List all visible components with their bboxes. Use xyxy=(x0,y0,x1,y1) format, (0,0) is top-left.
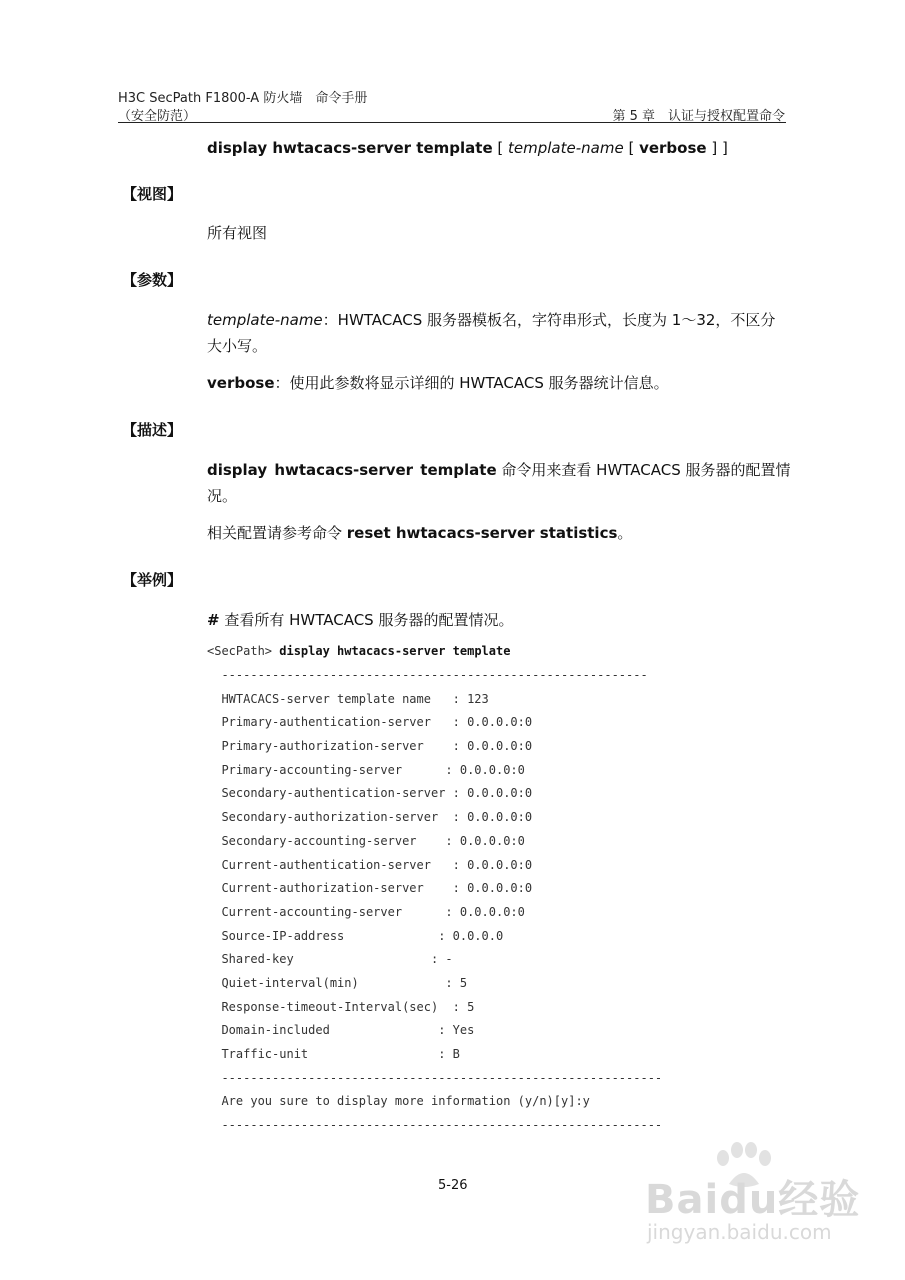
syntax-bracket-open: [ xyxy=(492,139,509,157)
cli-output-line: HWTACACS-server template name : 123 xyxy=(207,691,489,706)
cli-output-line: Traffic-unit : B xyxy=(207,1047,460,1061)
section-params-heading: 【参数】 xyxy=(122,271,183,289)
header-subtitle: （安全防范） xyxy=(118,109,197,124)
example-text: 查看所有 HWTACACS 服务器的配置情况。 xyxy=(219,611,514,629)
cli-output-line: Shared-key : - xyxy=(207,952,453,967)
page-number: 5-26 xyxy=(438,1178,468,1193)
cli-output-line: Secondary-authorization-server : 0.0.0.0:0 xyxy=(207,810,533,825)
ref-prefix: 相关配置请参考命令 xyxy=(207,524,347,542)
cli-output xyxy=(207,668,767,1142)
watermark-url: jingyan.baidu.com xyxy=(647,1220,832,1244)
cli-prompt-line xyxy=(207,644,510,658)
cli-output-line: Secondary-authentication-server : 0.0.0.0:0 xyxy=(207,786,533,801)
syntax-command: display hwtacacs-server template xyxy=(207,139,493,157)
syntax-bracket-open-2: [ xyxy=(623,139,640,157)
header-chapter: 第 5 章 认证与授权配置命令 xyxy=(612,109,785,124)
cli-output-line: Primary-authentication-server : 0.0.0.0:0 xyxy=(207,715,533,730)
param-desc: ：HWTACACS 服务器模板名，字符串形式，长度为 1～32，不区分 xyxy=(322,311,776,329)
cli-command: display hwtacacs-server template xyxy=(279,644,511,658)
desc-text: 命令用来查看 HWTACACS 服务器的配置情 xyxy=(496,461,791,479)
desc-line-1 xyxy=(207,457,791,484)
ref-command: reset hwtacacs-server statistics xyxy=(346,524,618,542)
syntax-bracket-close: ] ] xyxy=(706,139,728,157)
ref-suffix: 。 xyxy=(617,524,633,542)
section-view-heading: 【视图】 xyxy=(122,185,183,203)
cli-prompt: <SecPath> xyxy=(207,644,280,658)
header-divider xyxy=(118,122,786,123)
header-title: H3C SecPath F1800-A 防火墙 命令手册 xyxy=(118,91,368,106)
watermark-brand: Baidu经验 xyxy=(645,1177,861,1223)
command-syntax xyxy=(207,139,728,157)
cli-output-line: Current-authorization-server : 0.0.0.0:0 xyxy=(207,881,533,896)
cli-output-line: Secondary-accounting-server : 0.0.0.0:0 xyxy=(207,833,525,848)
desc-line-2: 况。 xyxy=(207,487,238,505)
param-name: verbose xyxy=(207,374,275,392)
param-desc: ：使用此参数将显示详细的 HWTACACS 服务器统计信息。 xyxy=(274,374,669,392)
cli-output-line: Current-accounting-server : 0.0.0.0:0 xyxy=(207,904,525,919)
cli-output-line: ------------------------------------------------------------- xyxy=(207,1070,663,1085)
example-intro xyxy=(207,607,513,634)
desc-command: display hwtacacs-server template xyxy=(207,461,497,479)
cli-output-line: Are you sure to display more information (y/n)[y]:y xyxy=(207,1094,590,1109)
desc-reference xyxy=(207,520,632,547)
cli-output-line: ----------------------------------------------------------- xyxy=(207,668,648,682)
param-name: template-name xyxy=(207,311,323,329)
cli-output-line: ------------------------------------------------------------- xyxy=(207,1118,663,1133)
param-verbose xyxy=(207,370,669,397)
cli-output-line: Primary-accounting-server : 0.0.0.0:0 xyxy=(207,762,525,777)
section-desc-heading: 【描述】 xyxy=(122,421,183,439)
param-template-name-cont: 大小写。 xyxy=(207,337,268,355)
syntax-arg: template-name xyxy=(508,139,624,157)
cli-output-line: Source-IP-address : 0.0.0.0 xyxy=(207,928,504,943)
section-example-heading: 【举例】 xyxy=(122,571,183,589)
cli-output-line: Quiet-interval(min) : 5 xyxy=(207,975,468,990)
syntax-keyword: verbose xyxy=(639,139,707,157)
cli-output-line: Response-timeout-Interval(sec) : 5 xyxy=(207,999,475,1014)
cli-output-line: Domain-included : Yes xyxy=(207,1023,475,1038)
param-template-name xyxy=(207,307,775,334)
baidu-watermark xyxy=(645,1140,865,1255)
cli-output-line: Primary-authorization-server : 0.0.0.0:0 xyxy=(207,739,533,754)
cli-output-line: Current-authentication-server : 0.0.0.0:0 xyxy=(207,857,533,872)
view-text: 所有视图 xyxy=(207,224,268,242)
example-hash: # xyxy=(207,611,220,629)
